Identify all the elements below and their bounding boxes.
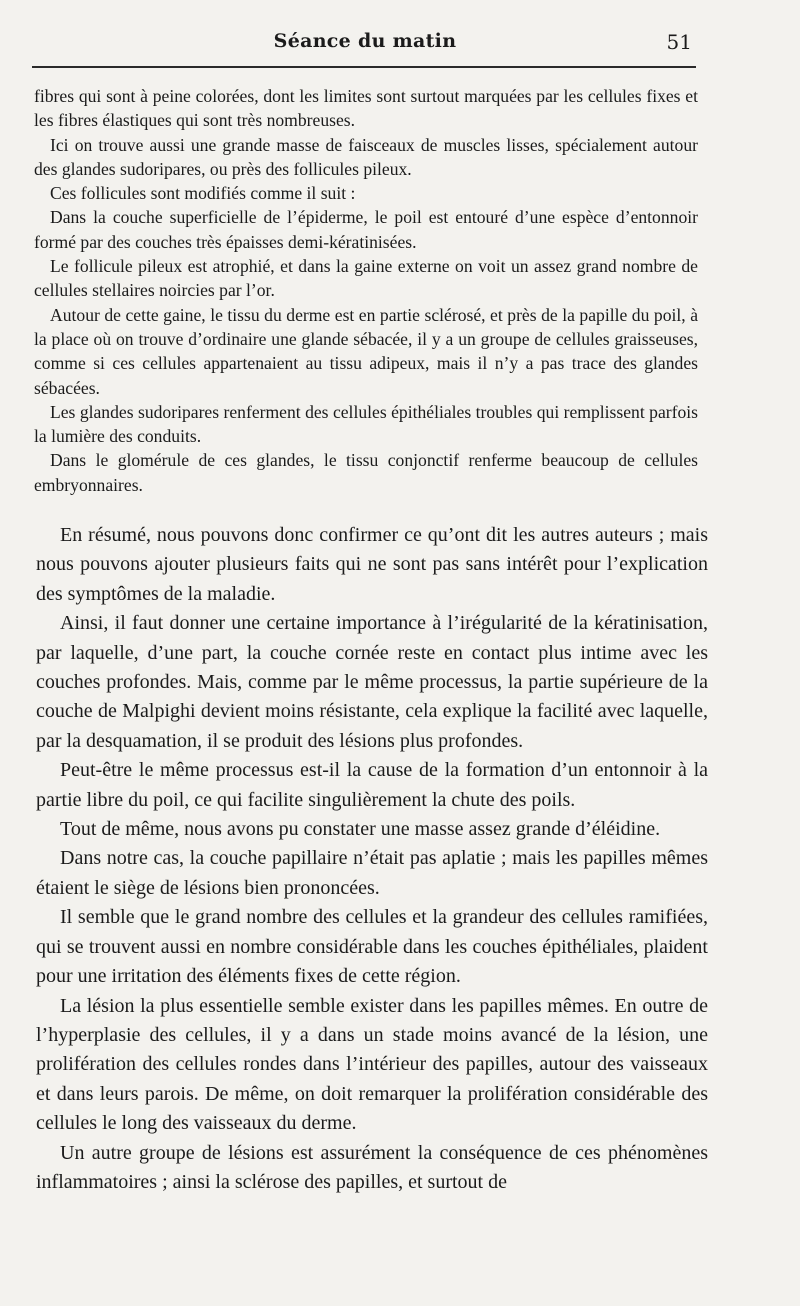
paragraph: Tout de même, nous avons pu constater une masse assez grande d’éléidine. xyxy=(60,818,661,841)
paragraph: Le follicule pileux est atrophié, et dans la gaine externe on voit un assez grand nombre de cellules stellaires noircies par l’or. xyxy=(34,256,698,301)
paragraph: Autour de cette gaine, le tissu du derme est en partie sclérosé, et près de la papille du poil, à la place où on trouve d’ordinaire une glande sébacée, il y a un groupe de cellules graisseuses, comme si ces cellules appartenaient au tissu adipeux, mais il n’y a pas trace des glandes sébacées. xyxy=(34,304,698,398)
paragraph: Il semble que le grand nombre des cellules et la grandeur des cellules ramifiées, qui se trouvent aussi en nombre considérable dans les couches épithéliales, plaident pour une irritation des éléments fixes de cette région. xyxy=(36,906,708,988)
paragraph: Ainsi, il faut donner une certaine importance à l’irégularité de la kératinisation, par laquelle, d’une part, la couche cornée reste en contact plus intime avec les couches profondes. Mais, comme par le même processus, la partie supérieure de la couche de Malpighi devient moins résistante, cela explique la facilité avec laquelle, par la desquamation, il se produit des lésions plus profondes. xyxy=(36,612,708,752)
running-header xyxy=(34,26,696,60)
paragraph: Ces follicules sont modifiés comme il suit : xyxy=(50,183,356,204)
page-number: 51 xyxy=(666,30,692,54)
paragraph: La lésion la plus essentielle semble exister dans les papilles mêmes. En outre de l’hyperplasie des cellules, il y a dans un stade moins avancé de la lésion, une prolifération des cellules rondes dans l’intérieur des papilles, autour des vaisseaux et dans leurs parois. De même, on doit remarquer la prolifération considérable des cellules le long des vaisseaux du derme. xyxy=(36,994,708,1135)
paragraph: Les glandes sudoripares renferment des cellules épithéliales troubles qui remplissent parfois la lumière des conduits. xyxy=(34,401,698,447)
paragraph: Peut-être le même processus est-il la cause de la formation d’un entonnoir à la partie libre du poil, ce qui facilite singulièrement la chute des poils. xyxy=(36,759,708,811)
paragraph: fibres qui sont à peine colorées, dont les limites sont surtout marquées par les cellules fixes et les fibres élastiques qui sont très nombreuses. xyxy=(34,86,698,131)
header-rule xyxy=(32,66,696,68)
paragraph: Un autre groupe de lésions est assurément la conséquence de ces phénomènes inflammatoires ; ainsi la sclérose des papilles, et surtout de xyxy=(36,1141,708,1193)
running-title: Séance du matin xyxy=(273,30,457,52)
paragraph: Dans la couche superficielle de l’épiderme, le poil est entouré d’une espèce d’entonnoir formé par des couches très épaisses demi-kératinisées. xyxy=(34,207,698,252)
paragraph: Ici on trouve aussi une grande masse de faisceaux de muscles lisses, spécialement autour des glandes sudoripares, ou près des follicules pileux. xyxy=(34,134,698,179)
small-print-section xyxy=(34,84,698,497)
paragraph: En résumé, nous pouvons donc confirmer ce qu’ont dit les autres auteurs ; mais nous pouvons ajouter plusieurs faits qui ne sont pas sans intérêt pour l’explication des symptômes de la maladie. xyxy=(36,524,708,605)
summary-section xyxy=(36,521,708,1197)
paragraph: Dans le glomérule de ces glandes, le tissu conjonctif renferme beaucoup de cellules embryonnaires. xyxy=(34,450,698,495)
paragraph: Dans notre cas, la couche papillaire n’était pas aplatie ; mais les papilles mêmes étaient le siège de lésions bien prononcées. xyxy=(36,847,708,899)
